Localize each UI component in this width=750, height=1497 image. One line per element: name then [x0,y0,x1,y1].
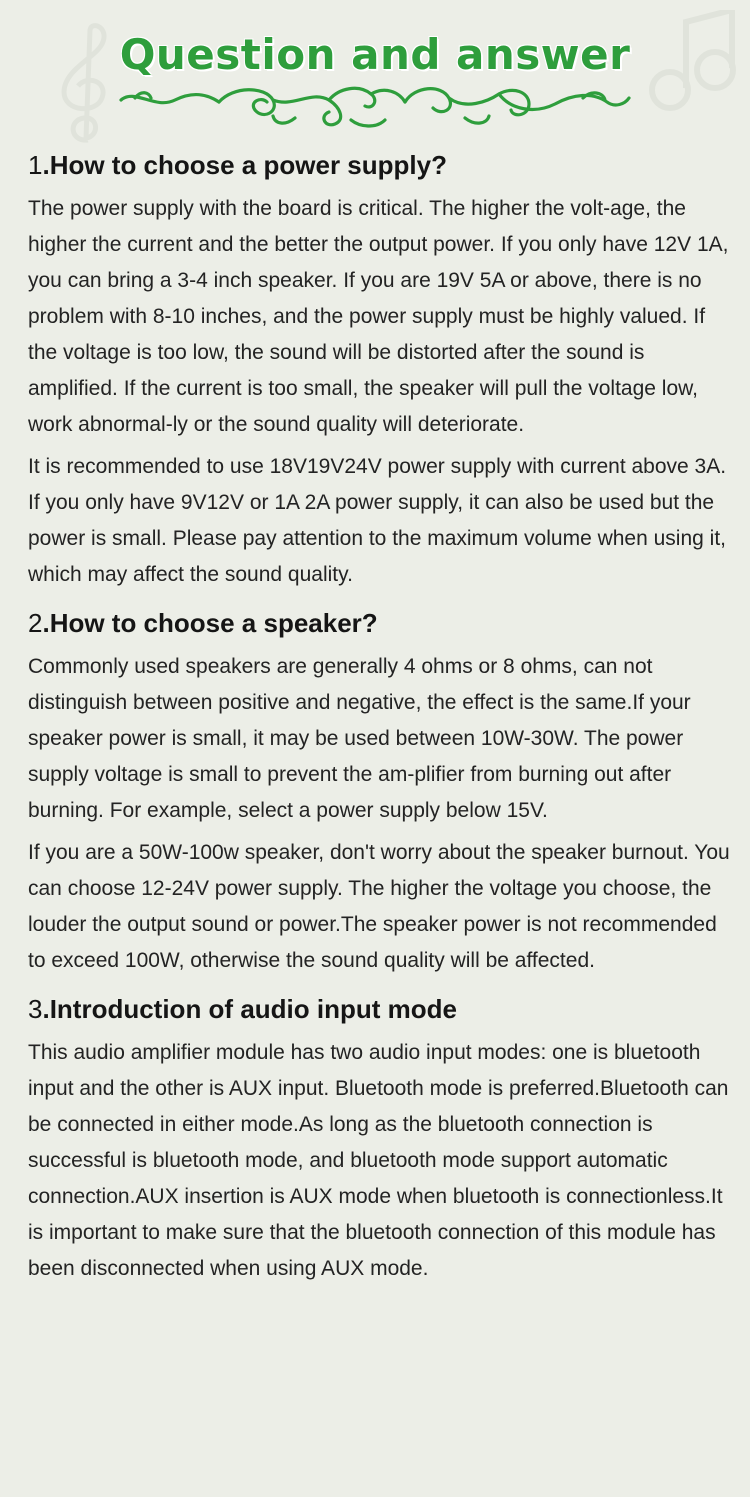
section-heading-text: .How to choose a speaker? [42,608,378,638]
qa-content [28,143,734,1287]
qa-section-speaker [28,601,734,979]
section-heading [28,601,734,645]
section-heading [28,143,734,187]
answer-paragraph: The power supply with the board is critical. The higher the volt-age, the higher the current and the better the output power. If you only have 12V 1A, you can bring a 3-4 inch speaker. If you are 19V 5A or above, there is no problem with 8-10 inches, and the power supply must be highly valued. If the voltage is too low, the sound will be distorted after the sound is amplified. If the current is too small, the speaker will pull the voltage low, work abnormal-ly or the sound quality will deteriorate. [28,197,729,436]
answer-paragraph: If you are a 50W-100w speaker, don't worry about the speaker burnout. You can choose 12-24V power supply. The higher the voltage you choose, the louder the output sound or power.The speaker power is not recommended to exceed 100W, otherwise the sound quality will be affected. [28,841,730,972]
section-heading-text: .Introduction of audio input mode [42,994,457,1024]
qa-section-power-supply [28,143,734,593]
section-heading-text: .How to choose a power supply? [42,150,447,180]
section-heading [28,987,734,1031]
page-title: Question and answer [119,30,631,79]
qa-section-audio-input [28,987,734,1287]
section-number: 1 [28,150,43,180]
answer-paragraph: It is recommended to use 18V19V24V power supply with current above 3A. If you only have 9V12V or 1A 2A power supply, it can also be used but the power is small. Please pay attention to the maximum volume when using it, which may affect the sound quality. [28,455,727,586]
answer-paragraph: This audio amplifier module has two audio input modes: one is bluetooth input and the other is AUX input. Bluetooth mode is preferred.Bluetooth can be connected in either mode.As long as the bluetooth connection is successful is bluetooth mode, and bluetooth mode support automatic connection.AUX insertion is AUX mode when bluetooth is connectionless.It is important to make sure that the bluetooth connection of this module has been disconnected when using AUX mode. [28,1041,729,1280]
section-number: 3 [28,994,43,1024]
answer-paragraph: Commonly used speakers are generally 4 ohms or 8 ohms, can not distinguish between positive and negative, the effect is the same.If your speaker power is small, it may be used between 10W-30W. The power supply voltage is small to prevent the am-plifier from burning out after burning. For example, select a power supply below 15V. [28,655,691,822]
decorative-scroll-divider-icon [115,80,635,132]
section-number: 2 [28,608,43,638]
